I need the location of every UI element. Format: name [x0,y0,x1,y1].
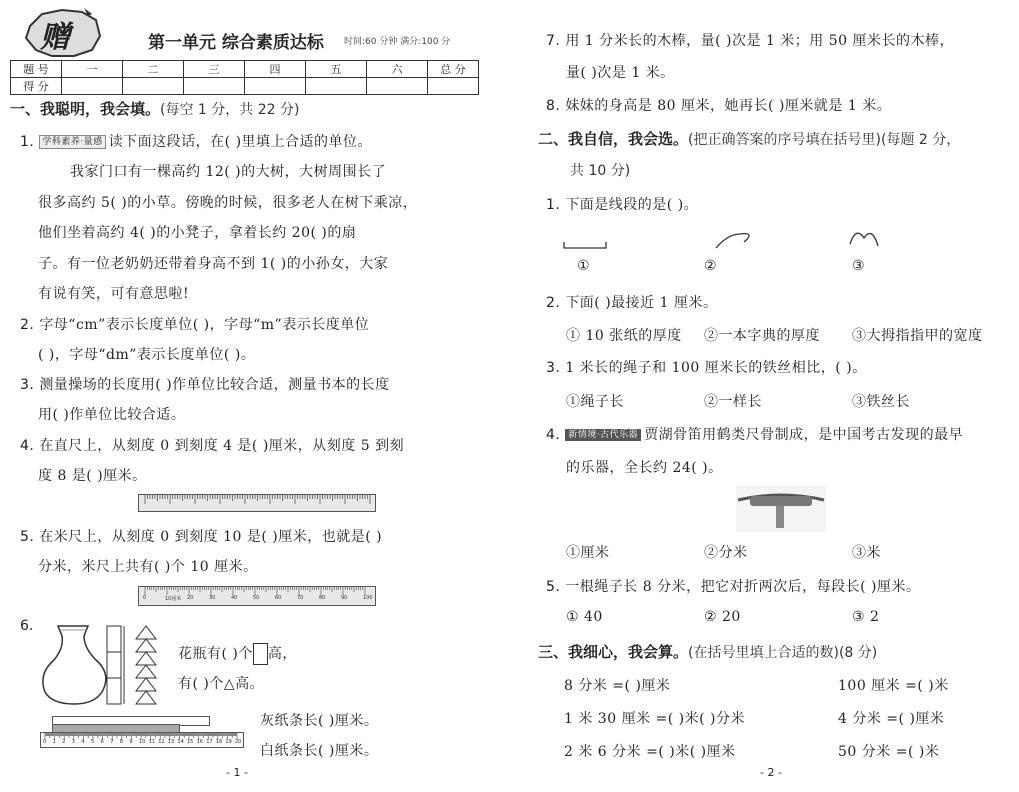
question-2 [20,314,369,334]
score-input[interactable] [123,78,184,95]
option-label[interactable]: ③米 [852,545,881,561]
calc-item[interactable]: 8 分米 =( )厘米 [564,678,671,694]
question-number: 4. [20,438,35,454]
ruler-label: 6 [100,739,104,745]
question-text: 下面是线段的是( )。 [565,197,699,213]
question-1 [20,131,372,151]
question-text: 在直尺上，从刻度 0 到刻度 4 是( )厘米，从刻度 5 到刻 [39,438,405,454]
question-6-line-3: 灰纸条长( )厘米。 [260,713,379,729]
choice-3 [546,357,867,377]
passage-line: 他们坐着高约 4( )的小凳子，拿着长约 20( )的扇 [38,225,357,241]
score-input[interactable] [245,78,306,95]
question-number: 2. [546,295,561,311]
ruler-label: 7 [110,739,114,745]
question-text: 贾湖骨笛用鹤类尺骨制成，是中国考古发现的最早 [644,427,964,443]
question-text-cont: 的乐器，全长约 24( )。 [566,460,723,476]
question-7 [546,30,954,50]
vase-icon [43,626,106,704]
exam-meta: 时间:60 分钟 满分:100 分 [344,37,451,47]
question-3 [20,374,390,394]
segment-shape-icon [564,242,606,248]
section-3-heading [538,641,877,662]
flute-stand-icon [776,506,784,528]
arch-shape-icon [850,233,878,246]
question-number: 1. [20,134,35,150]
line-shapes-figure [560,224,910,256]
question-number: 5. [20,529,35,545]
section-3-title: 三、我细心，我会算。 [538,643,689,661]
section-1-heading [10,98,299,119]
question-number: 3. [546,360,561,376]
ruler-label: 17 [206,739,213,745]
choice-5 [546,576,921,596]
calc-item[interactable]: 2 米 6 分米 =( )米( )厘米 [564,744,736,760]
rectangle-icon [253,643,268,665]
question-5 [20,526,382,546]
passage-line: 很多高约 5( )的小草。傍晚的时候，很多老人在树下乘凉， [38,195,418,211]
ruler-label: 70 [297,595,304,601]
ruler-label: 14 [177,739,184,745]
option-label[interactable]: ①厘米 [566,545,610,561]
section-1-title: 一、我聪明，我会填。 [10,100,161,118]
score-cell: 四 [245,61,306,78]
section-3-note: (在括号里填上合适的数)(8 分) [688,645,878,661]
q6-text: 花瓶有( )个 [178,646,253,662]
score-input[interactable] [367,78,428,95]
bone-flute-image [736,486,826,532]
page-number-1: - 1 - [226,766,248,779]
score-cell: 二 [123,61,184,78]
ruler-image-2 [40,732,244,748]
question-4 [20,435,404,455]
question-text-cont: 分米，米尺上共有( )个 10 厘米。 [38,559,258,575]
ruler-label: 19 [225,739,232,745]
meter-stick-image [138,586,376,606]
ruler-label: 10厘米 [165,596,182,602]
block-column-icon [107,626,121,704]
score-cell: 五 [306,61,367,78]
passage-line: 我家门口有一棵高约 12( )的大树，大树周围长了 [70,164,387,180]
section-2-note-cont: 共 10 分) [570,163,631,179]
option-label[interactable]: ③大拇指指甲的宽度 [852,328,983,344]
ruler-label: 100 [363,595,373,601]
question-number: 2. [20,317,35,333]
question-number: 4. [546,427,561,443]
skill-tag: 学科素养·量感 [39,135,105,149]
question-number: 1. [546,197,561,213]
flute-holder-icon [750,496,812,506]
option-label[interactable]: ① 10 张纸的厚度 [566,328,682,344]
score-cell: 三 [184,61,245,78]
ruler-label: 80 [319,595,326,601]
passage-line: 有说有笑，可有意思啦! [38,286,190,302]
score-input[interactable] [62,78,123,95]
choice-4 [546,424,963,444]
question-text: 下面( )最接近 1 厘米。 [565,295,718,311]
ruler-label: 10 [139,739,146,745]
ruler-label: 8 [119,739,123,745]
triangle-stack-icon [136,626,156,704]
q6-text-tail: 高， [267,646,297,662]
question-6-line-2: 有( )个△高。 [178,676,265,692]
question-8 [546,95,891,115]
gift-badge [22,6,102,60]
option-label[interactable]: ② 20 [704,609,741,625]
passage-line: 子。有一位老奶奶还带着身高不到 1( )的小孙女，大家 [38,256,389,272]
ruler-label: 60 [275,595,282,601]
ruler-label: 9 [129,739,133,745]
context-tag: 新情境·古代乐器 [565,429,641,441]
score-table-header-row [11,61,479,78]
choice-2 [546,292,718,312]
question-number: 3. [20,377,35,393]
option-label[interactable]: ① 40 [566,609,603,625]
score-table-score-row [11,78,479,95]
ruler-label: 50 [253,595,260,601]
ruler-label: 15 [187,739,194,745]
option-label[interactable]: ②一本字典的厚度 [704,328,820,344]
option-label[interactable]: ③ [852,258,866,274]
score-cell: 一 [62,61,123,78]
question-text: 1 米长的绳子和 100 厘米长的铁丝相比，( )。 [565,360,867,376]
score-table [10,60,479,95]
section-2-heading [538,128,960,149]
ruler-label: 11 [148,739,155,745]
option-label[interactable]: ① [577,258,591,274]
question-text: 测量操场的长度用( )作单位比较合适，测量书本的长度 [39,377,390,393]
question-6-line-4: 白纸条长( )厘米。 [260,743,379,759]
question-text: 字母“cm”表示长度单位( )，字母“m”表示长度单位 [39,317,370,333]
section-2-note: (把正确答案的序号填在括号里)(每题 2 分， [688,132,961,148]
question-6-number: 6. [20,618,34,634]
calc-item[interactable]: 4 分米 =( )厘米 [838,711,945,727]
ruler-label: 16 [196,739,203,745]
curve-shape-icon [716,234,749,248]
question-number: 8. [546,98,561,114]
page-number-2: - 2 - [760,766,782,779]
score-cell: 总 分 [428,61,479,78]
ruler-label: 0 [143,595,147,601]
ruler-label: 1 [52,739,56,745]
ruler-label: 12 [158,739,165,745]
question-text-cont: 用( )作单位比较合适。 [38,407,186,423]
calc-item[interactable]: 50 分米 =( )米 [838,744,940,760]
question-text: 在米尺上，从刻度 0 到刻度 10 是( )厘米，也就是( ) [39,529,383,545]
question-6-line-1 [178,643,297,665]
question-text: 用 1 分米长的木棒，量( )次是 1 米；用 50 厘米长的木棒， [565,33,955,49]
question-number: 5. [546,579,561,595]
calc-item[interactable]: 100 厘米 =( )米 [838,678,949,694]
ruler-label: 20 [187,595,194,601]
score-cell: 题 号 [11,61,62,78]
ruler-label: 0 [43,739,47,745]
ruler-label: 3 [71,739,75,745]
question-text: 妹妹的身高是 80 厘米，她再长( )厘米就是 1 米。 [565,98,892,114]
score-input[interactable] [184,78,245,95]
option-label[interactable]: ③铁丝长 [852,394,910,410]
question-text: 一根绳子长 8 分米，把它对折两次后，每段长( )厘米。 [565,579,921,595]
vase-figure [40,622,170,706]
ruler-label: 90 [341,595,348,601]
ruler-label: 18 [215,739,223,745]
question-text-cont: 量( )次是 1 米。 [566,65,675,81]
ruler-label: 5 [91,739,95,745]
choice-1 [546,194,698,214]
ruler-label: 4 [81,739,85,745]
ruler-label: 40 [231,595,238,601]
ruler-image-1 [138,494,376,512]
section-2-title: 二、我自信，我会选。 [538,130,689,148]
question-number: 7. [546,33,561,49]
option-label[interactable]: ② [704,258,718,274]
question-text: 读下面这段话，在( )里填上合适的单位。 [108,134,373,150]
option-label[interactable]: ①绳子长 [566,394,624,410]
ruler-label: 20 [235,739,242,745]
score-label: 得 分 [11,78,62,95]
score-input[interactable] [306,78,367,95]
question-text-cont: ( )，字母“dm”表示长度单位( )。 [38,347,256,363]
calc-item[interactable]: 1 米 30 厘米 =( )米( )分米 [564,711,746,727]
ruler-label: 13 [167,739,175,745]
option-label[interactable]: ②一样长 [704,394,762,410]
ruler-label: 2 [62,739,66,745]
ruler-ticks [139,495,375,511]
option-label[interactable]: ③ 2 [852,609,880,625]
option-label[interactable]: ②分米 [704,545,748,561]
score-cell: 六 [367,61,428,78]
badge-text: 赠 [40,20,70,55]
page-title: 第一单元 综合素质达标 [148,33,324,53]
ruler-label: 30 [209,595,216,601]
section-1-note: (每空 1 分，共 22 分) [160,102,300,118]
question-text-cont: 度 8 是( )厘米。 [38,468,147,484]
score-input[interactable] [428,78,479,95]
